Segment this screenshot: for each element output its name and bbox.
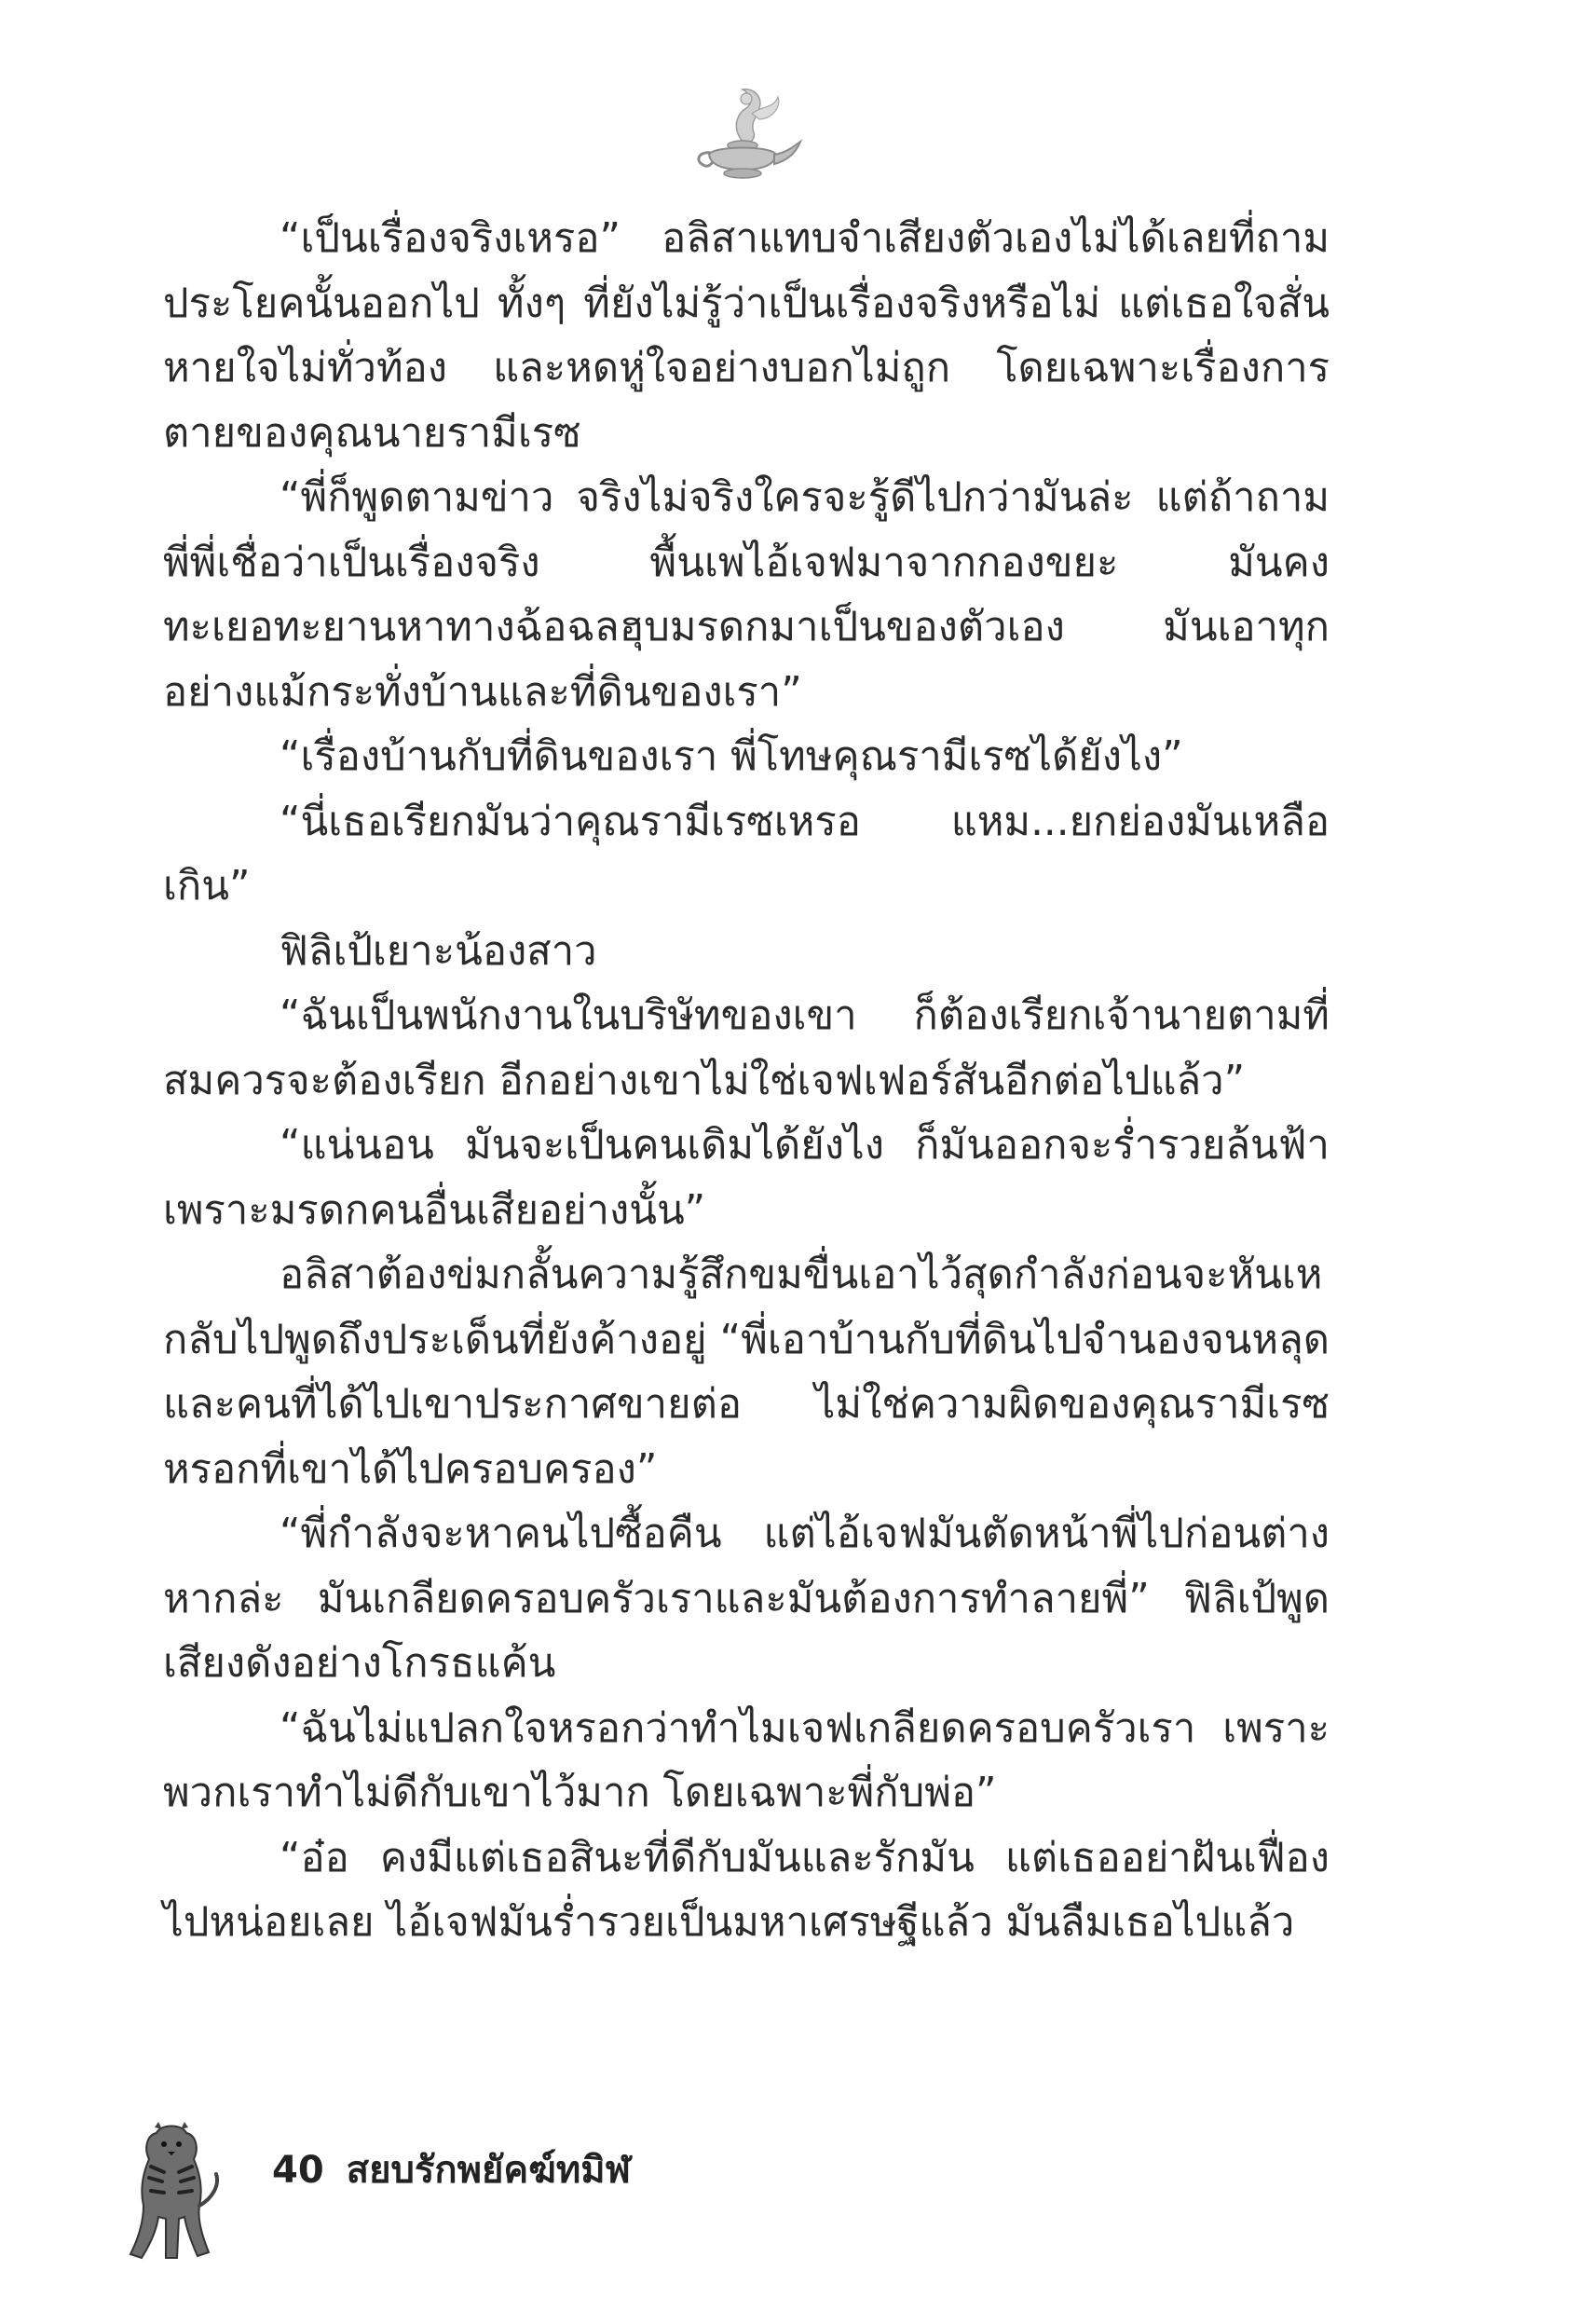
tiger-icon	[119, 2120, 224, 2264]
paragraph: “ฉันเป็นพนักงานในบริษัทของเขา ก็ต้องเรียกเจ้านายตามที่สมควรจะต้องเรียก อีกอย่างเขาไม่ใช่เจฟเฟอร์สันอีกต่อไปแล้ว”	[163, 992, 1330, 1104]
paragraph: “นี่เธอเรียกมันว่าคุณรามีเรซเหรอ แหม...ยกย่องมันเหลือเกิน”	[163, 798, 1330, 909]
running-title: สยบรักพยัคฆ์ทมิฬ	[346, 2149, 631, 2192]
paragraph: “เป็นเรื่องจริงเหรอ” อลิสาแทบจำเสียงตัวเองไม่ได้เลยที่ถามประโยคนั้นออกไป ทั้งๆ ที่ยังไม่รู้ว่าเป็นเรื่องจริงหรือไม่ แต่เธอใจสั่นหายใจไม่ทั่วท้อง และหดหู่ใจอย่างบอกไม่ถูก โดยเฉพาะเรื่องการตายของคุณนายรามีเรซ	[163, 215, 1330, 457]
paragraph: อลิสาต้องข่มกลั้นความรู้สึกขมขื่นเอาไว้สุดกำลังก่อนจะหันเหกลับไปพูดถึงประเด็นที่ยังค้างอยู่ “พี่เอาบ้านกับที่ดินไปจำนองจนหลุดและคนที่ได้ไปเขาประกาศขายต่อ ไม่ใช่ความผิดของคุณรามีเรซหรอกที่เขาได้ไปครอบครอง”	[163, 1251, 1330, 1493]
paragraph: “เรื่องบ้านกับที่ดินของเรา พี่โทษคุณรามีเรซได้ยังไง”	[280, 733, 1183, 780]
genie-lamp-icon	[685, 76, 806, 188]
paragraph: “พี่ก็พูดตามข่าว จริงไม่จริงใครจะรู้ดีไปกว่ามันล่ะ แต่ถ้าถามพี่พี่เชื่อว่าเป็นเรื่องจริง พื้นเพไอ้เจฟมาจากกองขยะ มันคงทะเยอทะยานหาทางฉ้อฉลฮุบมรดกมาเป็นของตัวเอง มันเอาทุกอย่างแม้กระทั่งบ้านและที่ดินของเรา”	[163, 474, 1330, 716]
paragraph: “พี่กำลังจะหาคนไปซื้อคืน แต่ไอ้เจฟมันตัดหน้าพี่ไปก่อนต่างหากล่ะ มันเกลียดครอบครัวเราและมันต้องการทำลายพี่” ฟิลิเป้พูดเสียงดังอย่างโกรธแค้น	[163, 1511, 1330, 1687]
page-number: 40	[272, 2149, 324, 2192]
paragraph: “แน่นอน มันจะเป็นคนเดิมได้ยังไง ก็มันออกจะร่ำรวยล้นฟ้าเพราะมรดกคนอื่นเสียอย่างนั้น”	[163, 1122, 1330, 1234]
paragraph: ฟิลิเป้เยาะน้องสาว	[280, 927, 597, 975]
paragraph: “อ๋อ คงมีแต่เธอสินะที่ดีกับมันและรักมัน แต่เธออย่าฝันเฟื่องไปหน่อยเลย ไอ้เจฟมันร่ำรวยเป็นมหาเศรษฐีแล้ว มันลืมเธอไปแล้ว	[163, 1834, 1330, 1946]
page-footer	[272, 2140, 631, 2199]
paragraph: “ฉันไม่แปลกใจหรอกว่าทำไมเจฟเกลียดครอบครัวเรา เพราะพวกเราทำไม่ดีกับเขาไว้มาก โดยเฉพาะพี่กับพ่อ”	[163, 1704, 1330, 1816]
body-text	[163, 207, 1330, 1956]
